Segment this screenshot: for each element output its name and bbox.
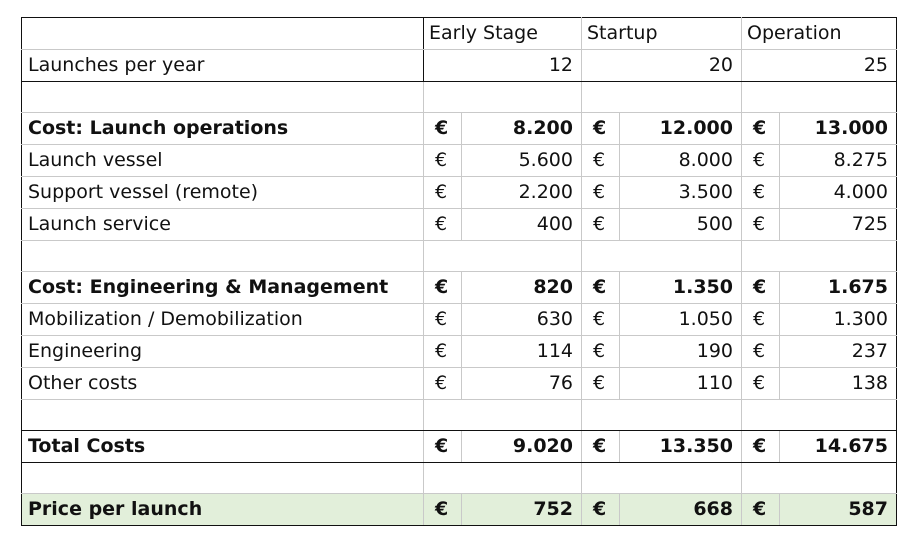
value-startup[interactable]: 3.500 [620, 177, 742, 209]
value-early[interactable]: 5.600 [462, 145, 582, 177]
launches-row [22, 50, 897, 82]
total-operation[interactable]: 14.675 [780, 431, 897, 463]
price-operation[interactable]: 587 [780, 494, 897, 526]
launch-ops-startup[interactable]: 12.000 [620, 113, 742, 145]
total-early[interactable]: 9.020 [462, 431, 582, 463]
currency-cell[interactable]: € [742, 145, 780, 177]
table-row [22, 145, 897, 177]
blank-cell[interactable] [582, 463, 742, 494]
table-row [22, 304, 897, 336]
row-label[interactable]: Support vessel (remote) [22, 177, 424, 209]
column-header-startup[interactable]: Startup [582, 18, 742, 50]
table-row [22, 209, 897, 241]
eng-mgmt-operation[interactable]: 1.675 [780, 272, 897, 304]
blank-cell[interactable] [742, 463, 897, 494]
blank-cell[interactable] [424, 82, 582, 113]
value-operation[interactable]: 725 [780, 209, 897, 241]
launch-ops-header-label[interactable]: Cost: Launch operations [22, 113, 424, 145]
value-operation[interactable]: 4.000 [780, 177, 897, 209]
currency-cell[interactable]: € [742, 431, 780, 463]
currency-cell[interactable]: € [582, 304, 620, 336]
currency-cell[interactable]: € [742, 177, 780, 209]
currency-cell[interactable]: € [424, 145, 462, 177]
value-startup[interactable]: 190 [620, 336, 742, 368]
value-startup[interactable]: 500 [620, 209, 742, 241]
row-label[interactable]: Engineering [22, 336, 424, 368]
eng-mgmt-early[interactable]: 820 [462, 272, 582, 304]
eng-mgmt-header-label[interactable]: Cost: Engineering & Management [22, 272, 424, 304]
value-early[interactable]: 630 [462, 304, 582, 336]
value-operation[interactable]: 1.300 [780, 304, 897, 336]
launch-ops-operation[interactable]: 13.000 [780, 113, 897, 145]
currency-cell[interactable]: € [424, 177, 462, 209]
currency-cell[interactable]: € [582, 145, 620, 177]
total-costs-row [22, 431, 897, 463]
currency-cell[interactable]: € [742, 368, 780, 400]
total-costs-label[interactable]: Total Costs [22, 431, 424, 463]
value-startup[interactable]: 110 [620, 368, 742, 400]
value-early[interactable]: 400 [462, 209, 582, 241]
value-operation[interactable]: 8.275 [780, 145, 897, 177]
currency-cell[interactable]: € [424, 113, 462, 145]
blank-cell[interactable] [582, 82, 742, 113]
currency-cell[interactable]: € [742, 494, 780, 526]
currency-cell[interactable]: € [582, 368, 620, 400]
currency-cell[interactable]: € [742, 304, 780, 336]
value-operation[interactable]: 237 [780, 336, 897, 368]
blank-cell[interactable] [22, 463, 424, 494]
currency-cell[interactable]: € [424, 368, 462, 400]
value-startup[interactable]: 8.000 [620, 145, 742, 177]
launches-startup[interactable]: 20 [582, 50, 742, 82]
row-label[interactable]: Mobilization / Demobilization [22, 304, 424, 336]
currency-cell[interactable]: € [424, 304, 462, 336]
cost-table-sheet [21, 17, 896, 526]
value-startup[interactable]: 1.050 [620, 304, 742, 336]
launch-ops-header-row [22, 113, 897, 145]
table-row [22, 177, 897, 209]
currency-cell[interactable]: € [742, 336, 780, 368]
blank-cell[interactable] [22, 400, 424, 431]
blank-cell[interactable] [582, 400, 742, 431]
currency-cell[interactable]: € [582, 494, 620, 526]
table-row [22, 336, 897, 368]
blank-cell[interactable] [22, 82, 424, 113]
table-row [22, 368, 897, 400]
value-early[interactable]: 114 [462, 336, 582, 368]
currency-cell[interactable]: € [424, 336, 462, 368]
currency-cell[interactable]: € [742, 113, 780, 145]
blank-cell[interactable] [424, 400, 582, 431]
header-row [22, 18, 897, 50]
currency-cell[interactable]: € [582, 431, 620, 463]
total-startup[interactable]: 13.350 [620, 431, 742, 463]
value-operation[interactable]: 138 [780, 368, 897, 400]
price-early[interactable]: 752 [462, 494, 582, 526]
launches-label[interactable]: Launches per year [22, 50, 424, 82]
currency-cell[interactable]: € [424, 494, 462, 526]
launches-operation[interactable]: 25 [742, 50, 897, 82]
currency-cell[interactable]: € [582, 336, 620, 368]
currency-cell[interactable]: € [742, 209, 780, 241]
currency-cell[interactable]: € [582, 209, 620, 241]
blank-row [22, 463, 897, 494]
blank-cell[interactable] [742, 241, 897, 272]
column-header-early-stage[interactable]: Early Stage [424, 18, 582, 50]
row-label[interactable]: Other costs [22, 368, 424, 400]
currency-cell[interactable]: € [742, 272, 780, 304]
launch-ops-early[interactable]: 8.200 [462, 113, 582, 145]
price-per-launch-label[interactable]: Price per launch [22, 494, 424, 526]
currency-cell[interactable]: € [582, 272, 620, 304]
launches-early[interactable]: 12 [424, 50, 582, 82]
blank-row [22, 82, 897, 113]
row-label[interactable]: Launch vessel [22, 145, 424, 177]
header-empty-cell[interactable] [22, 18, 424, 50]
column-header-operation[interactable]: Operation [742, 18, 897, 50]
eng-mgmt-startup[interactable]: 1.350 [620, 272, 742, 304]
value-early[interactable]: 2.200 [462, 177, 582, 209]
currency-cell[interactable]: € [582, 113, 620, 145]
blank-cell[interactable] [582, 241, 742, 272]
blank-cell[interactable] [424, 463, 582, 494]
currency-cell[interactable]: € [424, 209, 462, 241]
currency-cell[interactable]: € [424, 431, 462, 463]
value-early[interactable]: 76 [462, 368, 582, 400]
blank-row [22, 400, 897, 431]
price-startup[interactable]: 668 [620, 494, 742, 526]
blank-row [22, 241, 897, 272]
blank-cell[interactable] [742, 82, 897, 113]
blank-cell[interactable] [742, 400, 897, 431]
row-label[interactable]: Launch service [22, 209, 424, 241]
cost-table [21, 17, 897, 526]
eng-mgmt-header-row [22, 272, 897, 304]
currency-cell[interactable]: € [424, 272, 462, 304]
blank-cell[interactable] [22, 241, 424, 272]
currency-cell[interactable]: € [582, 177, 620, 209]
price-per-launch-row [22, 494, 897, 526]
blank-cell[interactable] [424, 241, 582, 272]
